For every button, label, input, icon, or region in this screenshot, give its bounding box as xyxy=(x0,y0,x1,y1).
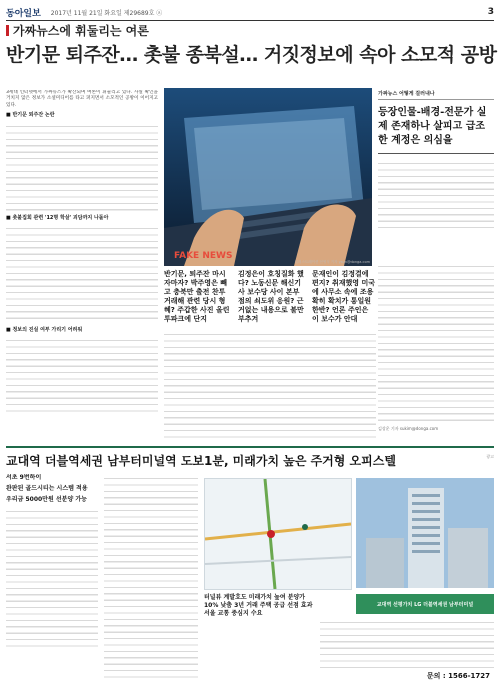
building-image xyxy=(356,478,494,588)
ad-subhead-2: 완판된 골드시티는 시스템 적용 xyxy=(6,485,88,492)
ad-headline: 교대역 더블역세권 남부터미널역 도보1분, 미래가치 높은 주거형 오피스텔 xyxy=(6,454,396,468)
explainer-kicker: 가짜뉴스 어떻게 걸러내나 xyxy=(378,88,494,100)
sidebar-headline-2-block xyxy=(238,270,304,324)
body-subhead-3: ■ 정보의 진실 여부 가리기 어려워 xyxy=(6,327,83,334)
issue-date: 2017년 11월 21일 화요일 제29689호 ⓐ xyxy=(50,9,163,17)
brand-banner: 교대역 선평가치 LG 더블역세권 남부터미널 xyxy=(356,594,494,614)
text-block xyxy=(6,507,98,647)
sidebar-headline-1: 반기문, 퇴주잔 마시자마자? 박주영은 빼고 충북만 출전 찬투 거래해 관련 당시 형혜? 주갑한 사진 올린 투파크에 단지 xyxy=(164,270,230,323)
text-block xyxy=(378,262,494,422)
article-body-left xyxy=(6,90,158,440)
body-subhead-2: ■ 촛불집회 관련 '12명 학살' 괴담까지 나돌아 xyxy=(6,214,109,221)
divider xyxy=(378,153,494,154)
ad-tag: 광고 xyxy=(486,454,494,459)
text-block xyxy=(6,336,158,416)
article-body-middle xyxy=(164,330,376,440)
body-subhead-1: ■ 반기문 퇴주잔 논란 xyxy=(6,112,55,119)
building-rendering xyxy=(356,478,494,588)
section-label: 가짜뉴스에 휘둘리는 여론 xyxy=(6,22,149,39)
sidebar-headline-3: 문재인이 김정결에 편지? 취재했영 미국에 사무소 속에 조용 확히 확치가 통일원 한반? 언론 주인은 이 보수가 안대 xyxy=(312,270,376,323)
sidebar-headline-2: 김정은이 호칭질화 했다? 노동신문 해신기사 보수당 사이 본부 점의 쇠도위 응원? 근거없는 내용으로 불만 부추겨 xyxy=(238,270,304,323)
laptop-image xyxy=(164,88,372,266)
main-headline: 반기문 퇴주잔… 촛불 종북설… 거짓정보에 속아 소모적 공방 xyxy=(6,44,497,66)
reporter-byline: 김상운 기자 sukim@donga.com xyxy=(378,426,439,431)
text-block xyxy=(6,224,158,324)
ad-body-3 xyxy=(320,618,494,668)
sidebar-headline-3-block xyxy=(312,270,376,324)
ad-phone: 문의 : 1566-1727 xyxy=(426,672,490,680)
ad-subhead-3: 우리금 5000만원 선분양 가능 xyxy=(6,496,87,503)
ad-body-1 xyxy=(6,474,98,679)
location-map xyxy=(204,478,352,590)
page-number: 3 xyxy=(487,7,494,17)
text-block xyxy=(378,159,494,229)
ad-body-2 xyxy=(104,474,198,679)
text-block xyxy=(6,122,158,212)
hands-on-laptop-illustration xyxy=(164,88,372,266)
article-body-right xyxy=(378,262,494,432)
advertisement xyxy=(6,446,494,687)
ad-subhead-1: 서초 9번하이 xyxy=(6,474,42,481)
svg-text:FAKE NEWS: FAKE NEWS xyxy=(174,251,233,261)
masthead xyxy=(6,4,494,21)
map-graphic xyxy=(205,479,351,589)
ad-callout: 터널뷰 계발호도 미래가치 높여 분양가 10% 낮춤 3년 거래 주택 공급 선점 효과 서울 교통 중심지 수요 xyxy=(204,594,313,617)
photo-credit: 일러스트레이션 천영식 기자 ysun@donga.com xyxy=(294,260,370,264)
explainer-panel xyxy=(378,88,494,256)
sidebar-headline-1-block xyxy=(164,270,230,324)
newspaper-brand: 동아일보 xyxy=(6,8,41,19)
explainer-title: 등장인물-배경-전문가 실제 존재하나 살피고 급조한 계정은 의심을 xyxy=(378,107,487,146)
lede-paragraph: 3세대 인터넷에서 가짜뉴스가 확산되며 여론이 휘둘리고 있다. 사실 확인을 거치지 않은 정보가 소셜미디어를 타고 퍼지면서 소모적인 공방이 이어지고 있다. xyxy=(6,90,158,108)
